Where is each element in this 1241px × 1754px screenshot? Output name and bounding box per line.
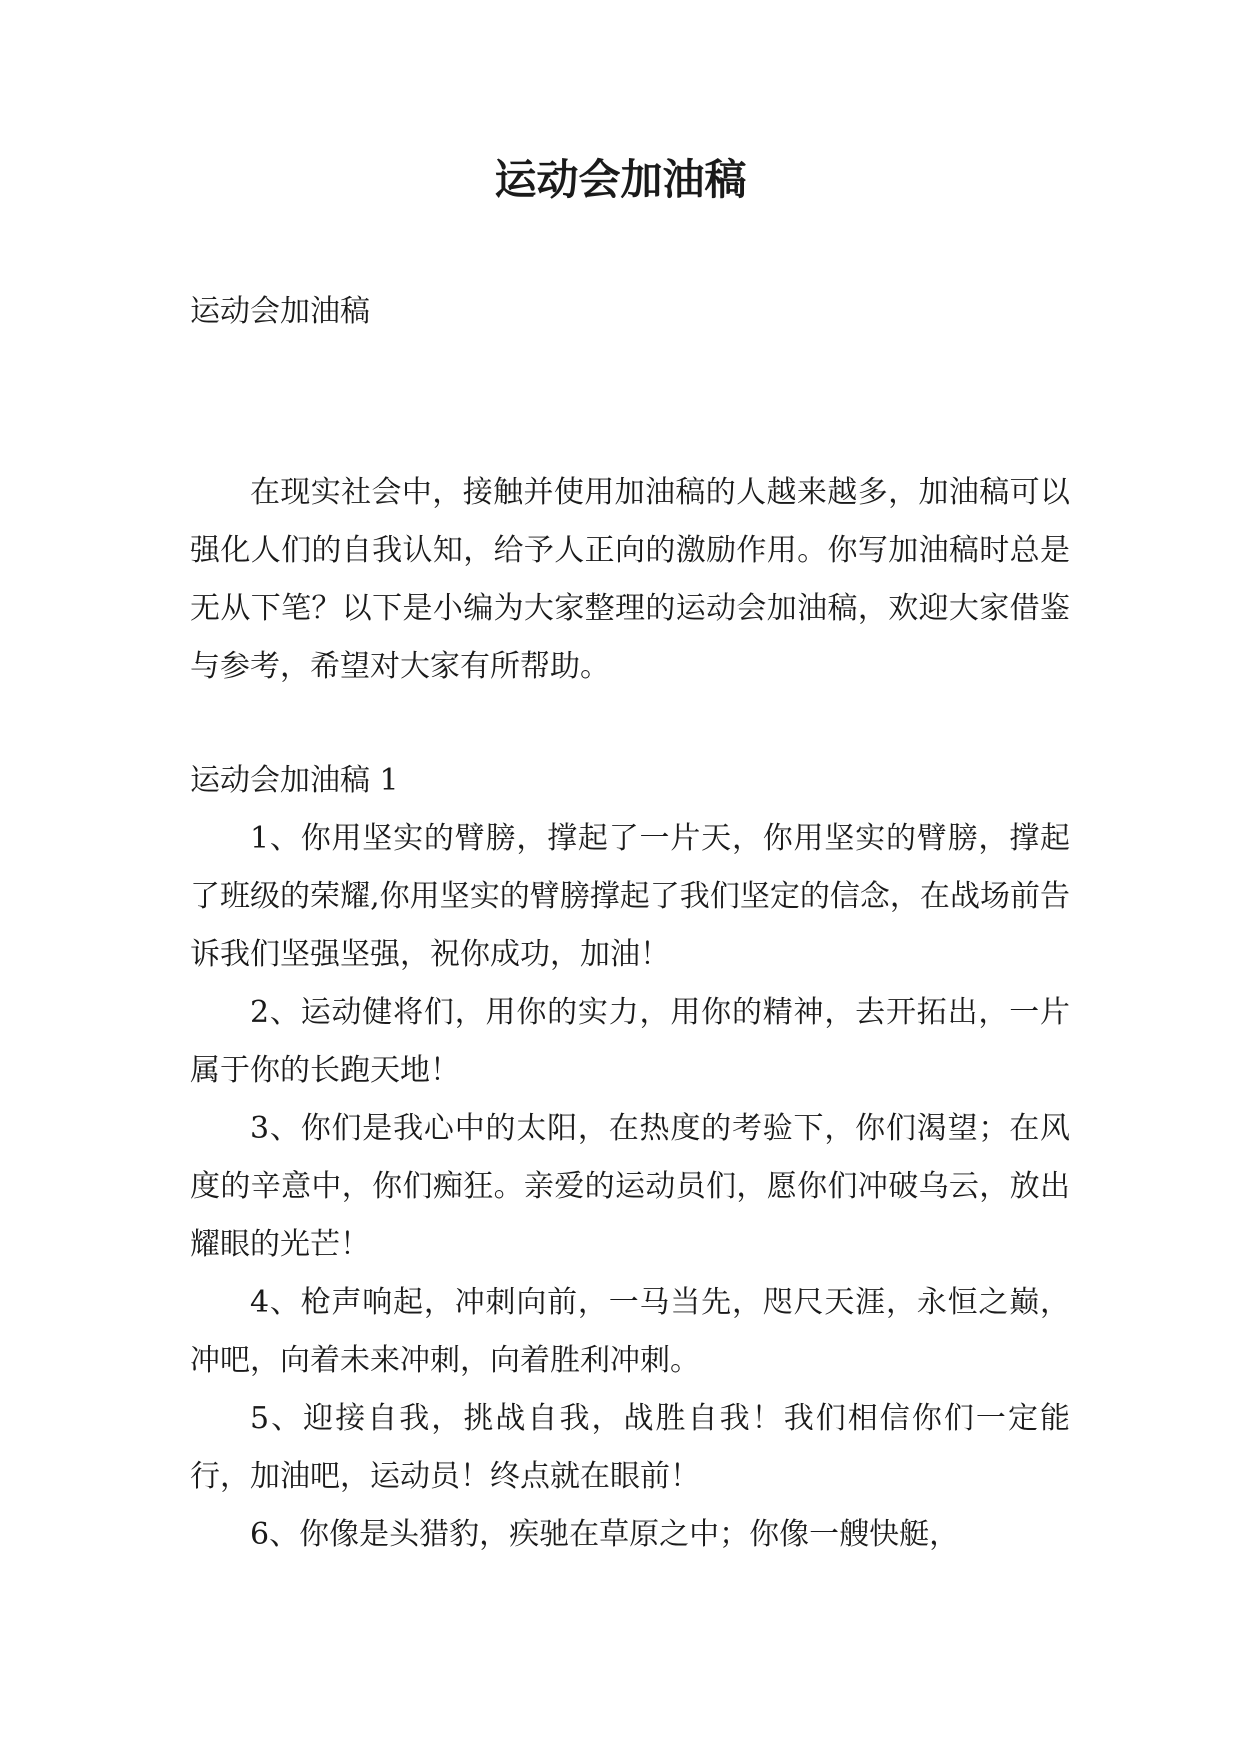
cheer-list [190,810,1070,1564]
document-subtitle: 运动会加油稿 [190,294,370,329]
list-item: 1、你用坚实的臂膀，撑起了一片天，你用坚实的臂膀，撑起了班级的荣耀,你用坚实的臂膀撑起了我们坚定的信念，在战场前告诉我们坚强坚强，祝你成功，加油！ [190,821,1070,972]
list-item: 2、运动健将们，用你的实力，用你的精神，去开拓出，一片属于你的长跑天地！ [190,995,1070,1088]
list-item: 4、枪声响起，冲刺向前，一马当先，咫尺天涯，永恒之巅，冲吧，向着未来冲刺，向着胜利冲刺。 [190,1285,1070,1378]
list-item: 6、你像是头猎豹，疾驰在草原之中；你像一艘快艇， [250,1517,960,1552]
intro-paragraph: 在现实社会中，接触并使用加油稿的人越来越多，加油稿可以强化人们的自我认知，给予人正向的激励作用。你写加油稿时总是无从下笔？以下是小编为大家整理的运动会加油稿，欢迎大家借鉴与参考，希望对大家有所帮助。 [190,475,1070,684]
list-item: 3、你们是我心中的太阳，在热度的考验下，你们渴望；在风度的辛意中，你们痴狂。亲爱的运动员们，愿你们冲破乌云，放出耀眼的光芒！ [190,1111,1070,1262]
page-title: 运动会加油稿 [494,155,747,204]
section-heading: 运动会加油稿 1 [190,763,399,798]
list-item: 5、迎接自我，挑战自我，战胜自我！我们相信你们一定能行，加油吧，运动员！终点就在眼前！ [190,1401,1070,1494]
